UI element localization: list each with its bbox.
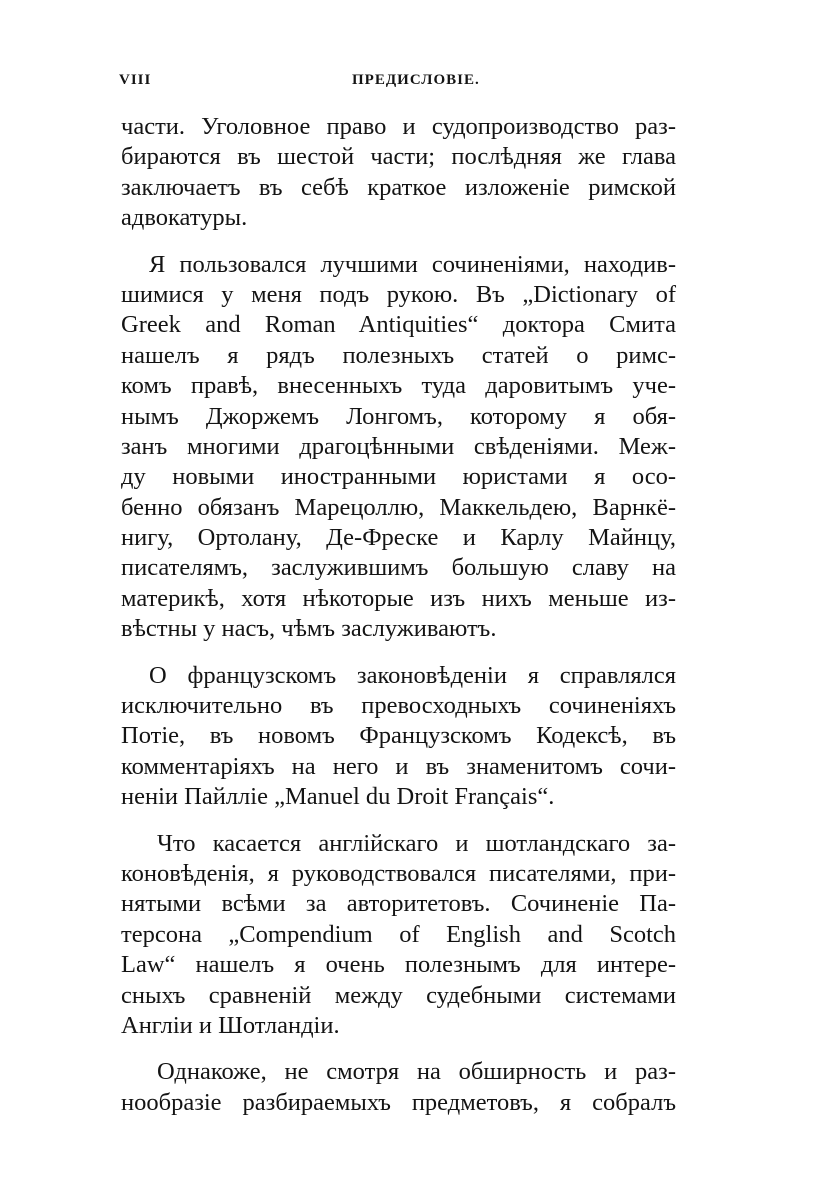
text-line: комментаріяхъ на него и въ знаменитомъ сочи-: [121, 752, 676, 780]
text-line: нигу, Ортолану, Де-Фреске и Карлу Майнцу,: [121, 524, 676, 552]
paragraph-sources: [121, 250, 676, 645]
text-line: комъ правѣ, внесенныхъ туда даровитымъ уче-: [121, 372, 676, 400]
text-line: Я пользовался лучшими сочиненіями, находив-: [149, 250, 676, 278]
text-line: Потіе, въ новомъ Французскомъ Кодексѣ, въ: [121, 722, 676, 750]
text-line: бенно обязанъ Марецоллю, Маккельдею, Варнкё-: [121, 493, 676, 521]
text-line: Однакоже, не смотря на обширность и раз-: [157, 1058, 676, 1086]
text-line: вѣстны у насъ, чѣмъ заслуживаютъ.: [121, 615, 497, 643]
body-text: [121, 112, 676, 1118]
text-line: ду новыми иностранными юристами я осо-: [121, 463, 676, 491]
text-line: шимися у меня подъ рукою. Въ „Dictionary of: [121, 280, 676, 308]
text-line: О французскомъ законовѣденіи я справлялся: [149, 661, 676, 689]
text-line: нымъ Джоржемъ Лонгомъ, которому я обя-: [121, 402, 676, 430]
text-line: нообразіе разбираемыхъ предметовъ, я собралъ: [121, 1088, 676, 1116]
running-head: [0, 72, 840, 96]
text-line: терсона „Compendium of English and Scotch: [121, 920, 676, 948]
text-line: заключаетъ въ себѣ краткое изложеніе римской: [121, 173, 676, 201]
text-line: части. Уголовное право и судопроизводство раз-: [121, 113, 676, 140]
text-line: Англіи и Шотландіи.: [121, 1011, 340, 1039]
text-line: сныхъ сравненій между судебными системами: [121, 981, 676, 1009]
text-line: нятыми всѣми за авторитетовъ. Сочиненіе Па-: [121, 890, 676, 918]
page-number: VIII: [119, 72, 152, 88]
text-line: Law“ нашелъ я очень полезнымъ для интере-: [121, 951, 676, 979]
text-line: занъ многими драгоцѣнными свѣденіями. Меж-: [121, 432, 676, 460]
running-title: ПРЕДИСЛОВІЕ.: [352, 72, 480, 88]
paragraph-english-scotch-law: [121, 829, 676, 1042]
text-line: писателямъ, заслужившимъ большую славу на: [121, 554, 676, 582]
text-line: адвокатуры.: [121, 204, 248, 232]
text-line: исключительно въ превосходныхъ сочиненіяхъ: [121, 692, 676, 720]
text-line: Что касается англійскаго и шотландскаго за-: [157, 829, 676, 857]
paragraph-french-law: [121, 661, 676, 813]
text-line: нашелъ я рядъ полезныхъ статей о римс-: [121, 341, 676, 369]
paragraph-conclusion: [121, 1057, 676, 1118]
text-line: Greek and Roman Antiquities“ доктора Смита: [121, 311, 676, 339]
text-line: коновѣденія, я руководствовался писателями, при-: [121, 859, 676, 887]
text-line: неніи Пайлліе „Manuel du Droit Français“.: [121, 783, 555, 811]
paragraph-continuation: [121, 112, 676, 234]
text-line: материкѣ, хотя нѣкоторые изъ нихъ меньше из-: [121, 584, 676, 612]
text-line: бираются въ шестой части; послѣдняя же глава: [121, 143, 676, 171]
